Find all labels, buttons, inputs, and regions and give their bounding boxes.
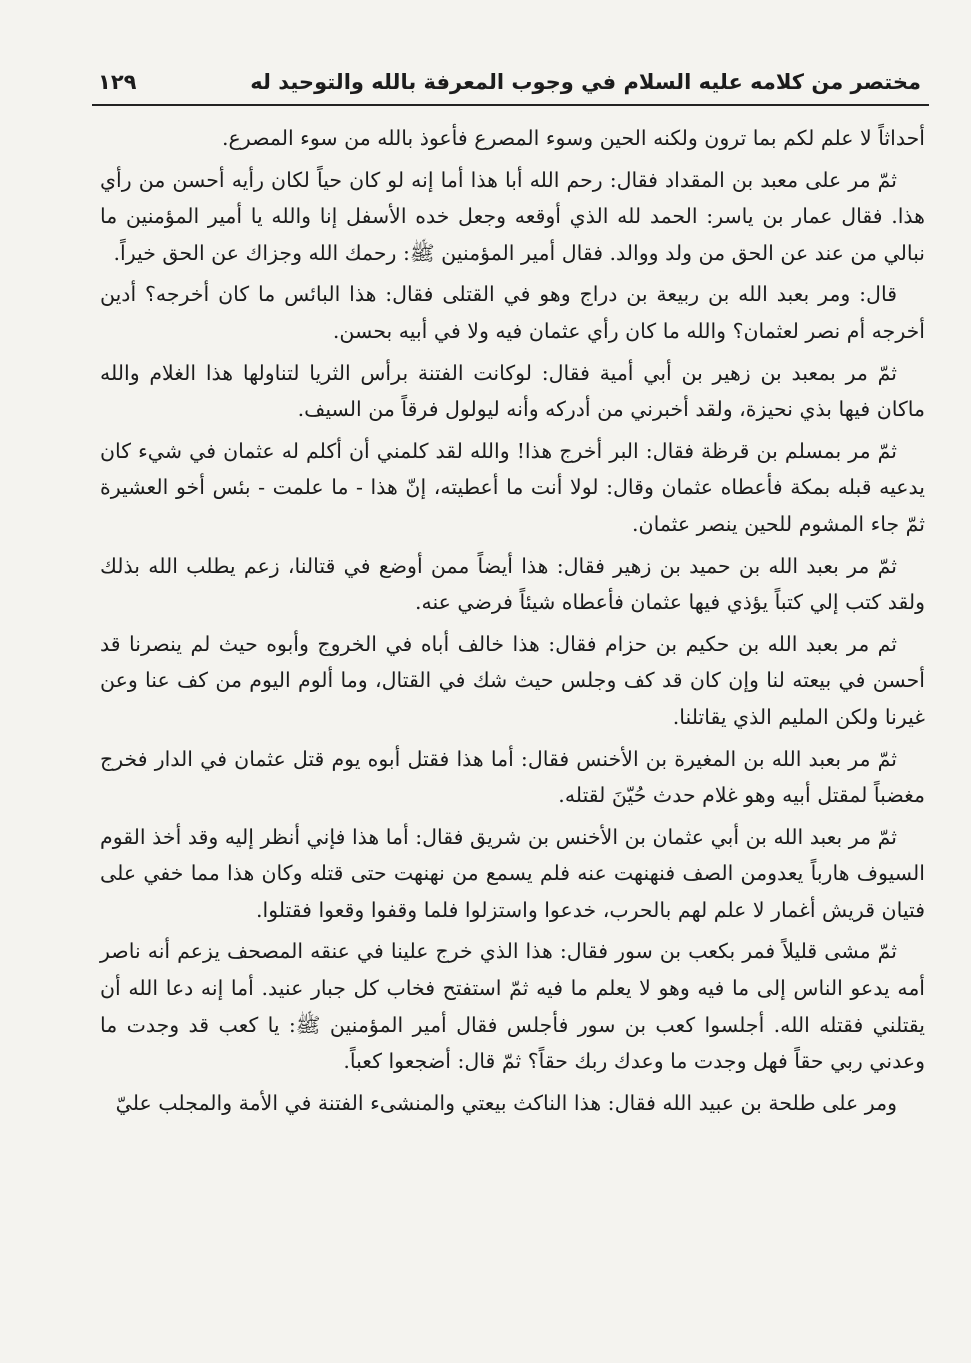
paragraph: ثمّ مر بمسلم بن قرظة فقال: البر أخرج هذا! والله لقد كلمني أن أكلم له عثمان في شيء كان يدعيه قبله بمكة فأعطاه عثمان وقال: لولا أنت ما أعطيته، إنّ هذا - ما علمت - بئس أخو العشيرة ثمّ جاء المشوم للحين ينصر عثمان. xyxy=(100,438,925,536)
paragraph: ثمّ مشى قليلاً فمر بكعب بن سور فقال: هذا الذي خرج علينا في عنقه المصحف يزعم أنه ناصر أمه يدعو الناس إلى ما فيه وهو لا يعلم ما فيه ثمّ استفتح فخاب كل جبار عنيد. أما إنه دعا الله أن يقتلني فقتله الله. أجلسوا كعب بن سور فأجلس فقال أمير المؤمنين ﷺ: يا كعب قد وجدت ما وعدني ربي حقاً فهل وجدت ما وعدك ربك حقاً؟ ثمّ قال: أضجعوا كعباً. xyxy=(100,939,925,1074)
page-header xyxy=(92,64,929,106)
paragraph: أحداثاً لا علم لكم بما ترون ولكنه الحين وسوء المصرع فأعوذ بالله من سوء المصرع. xyxy=(222,126,925,150)
header-title: مختصر من كلامه عليه السلام في وجوب المعرفة بالله والتوحيد له xyxy=(250,70,921,94)
paragraph: ثم مر بعبد الله بن حكيم بن حزام فقال: هذا خالف أباه في الخروج وأبوه حيث لم ينصرنا قد أحسن في بيعته لنا وإن كان قد كف وجلس حيث شك في القتال، وما ألوم اليوم من كف عنا وعن غيرنا ولكن المليم الذي يقاتلنا. xyxy=(100,631,925,729)
paragraph: ثمّ مر على معبد بن المقداد فقال: رحم الله أبا هذا أما إنه لو كان حياً لكان رأيه أحسن من رأي هذا. فقال عمار بن ياسر: الحمد لله الذي أوقعه وجعل خده الأسفل إنا والله يا أمير المؤمنين ما نبالي من عند عن الحق من ولد ووالد. فقال أمير المؤمنين ﷺ: رحمك الله وجزاك عن الحق خيراً. xyxy=(100,167,925,265)
paragraph: ومر على طلحة بن عبيد الله فقال: هذا الناكث بيعتي والمنشىء الفتنة في الأمة والمجلب عليّ xyxy=(115,1090,897,1115)
paragraph: ثمّ مر بعبد الله بن المغيرة بن الأخنس فقال: أما هذا فقتل أبوه يوم قتل عثمان في الدار فخرج مغضباً لمقتل أبيه وهو غلام حدث حُيّنَ لقتله. xyxy=(100,746,925,808)
paragraph: ثمّ مر بعبد الله بن أبي عثمان بن الأخنس بن شريق فقال: أما هذا فإني أنظر إليه وقد أخذ القوم السيوف هارباً يعدومن الصف فنهنهت عنه فلم يسمع من نهنهت حتى قتله وكان هذا مما خفي على فتيان قريش أغمار لا علم لهم بالحرب، خدعوا واستزلوا فلما وقفوا وقعوا فقتلوا. xyxy=(100,824,925,922)
paragraph: ثمّ مر بعبد الله بن حميد بن زهير فقال: هذا أيضاً ممن أوضع في قتالنا، زعم يطلب الله بذلك ولقد كتب إلي كتباً يؤذي فيها عثمان فأعطاه شيئاً فرضي عنه. xyxy=(100,553,925,615)
body-text xyxy=(100,120,925,1126)
paragraph: قال: ومر بعبد الله بن ربيعة بن دراج وهو في القتلى فقال: هذا البائس ما كان أخرجه؟ أدين أخرجه أم نصر لعثمان؟ والله ما كان رأي عثمان فيه ولا في أبيه بحسن. xyxy=(100,282,925,343)
paragraph: ثمّ مر بمعبد بن زهير بن أبي أمية فقال: لوكانت الفتنة برأس الثريا لتناولها هذا الغلام والله ماكان فيها بذي نحيزة، ولقد أخبرني من أدركه وأنه ليولول فرقاً من السيف. xyxy=(100,360,925,422)
page-number: ١٢٩ xyxy=(98,70,137,94)
